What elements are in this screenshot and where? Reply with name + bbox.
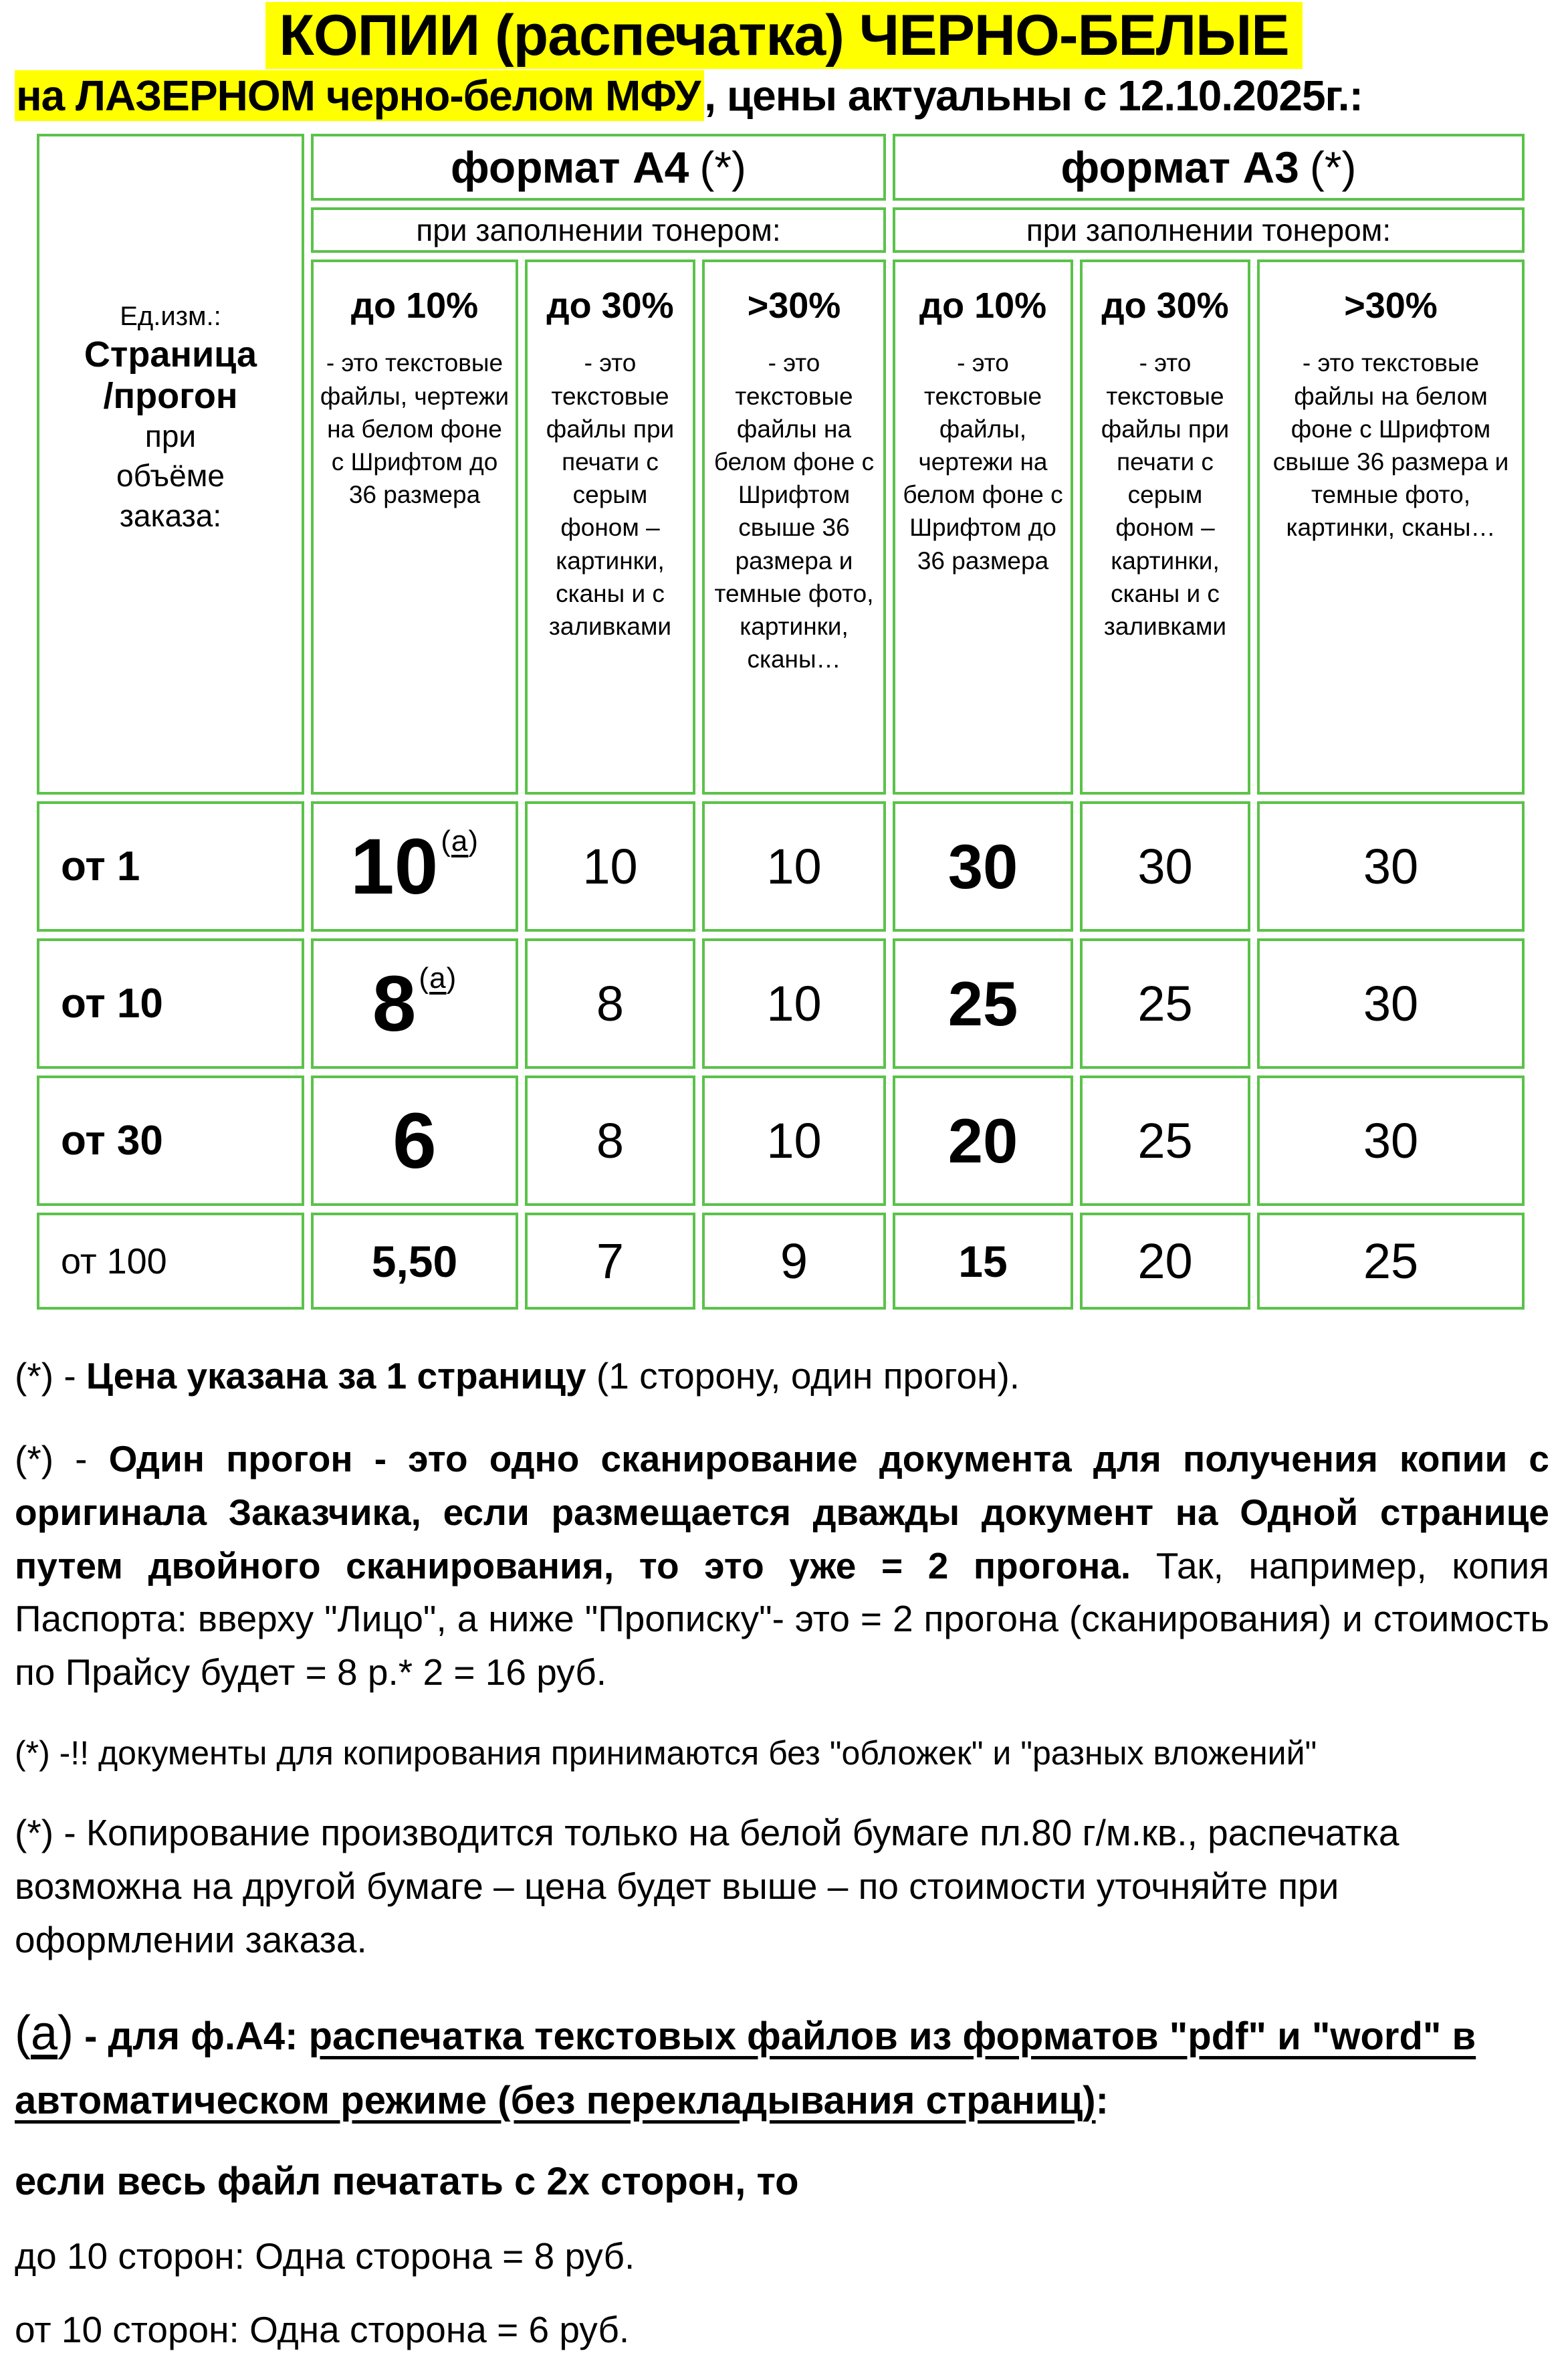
- unit-line: Ед.изм.:: [120, 301, 221, 331]
- row-label-from-1: от 1: [37, 801, 304, 932]
- col-heading: до 10%: [919, 286, 1047, 326]
- col-description: - это текстовые файлы на белом фоне с Шрифтом свыше 36 размера и темные фото, картинки, сканы…: [713, 349, 875, 674]
- price-from100-a4-upto10: 5,50: [311, 1213, 518, 1310]
- price-from1-a4-upto30: 10: [525, 801, 695, 932]
- col-header-a3-over30: [1257, 260, 1525, 795]
- price-from100-a4-upto30: 7: [525, 1213, 695, 1310]
- price-from30-a3-upto30: 25: [1080, 1075, 1250, 1206]
- col-heading: до 30%: [546, 286, 674, 326]
- price-from10-a3-upto10: 25: [893, 938, 1073, 1069]
- row-label-from-30: от 30: [37, 1075, 304, 1206]
- col-heading: >30%: [1344, 286, 1438, 326]
- footnote-one-pass-definition: (*) - Один прогон - это одно сканирование документа для получения копии с оригинала Заказчика, если размещается дважды документ на Одной странице путем двойного сканирования, то это уже = 2 прогона. Так, например, копия Паспорта: вверху "Лицо", а ниже "Прописку"- это = 2 прогона (сканирования) и стоимость по Прайсу будет = 8 р.* 2 = 16 руб.: [15, 1438, 1549, 1694]
- col-description: - это текстовые файлы, чертежи на белом фоне с Шрифтом до 36 размера: [903, 349, 1063, 575]
- unit-line: /прогон: [103, 375, 238, 416]
- col-description: - это текстовые файлы при печати с серым фоном – картинки, сканы и с заливками: [546, 349, 675, 640]
- price-from1-a3-upto10: 30: [893, 801, 1073, 932]
- price-from30-a4-upto10: 6: [311, 1075, 518, 1206]
- footnote-duplex-condition: если весь файл печатать с 2х сторон, то: [15, 2160, 799, 2204]
- price-value: 10: [350, 822, 439, 911]
- price-from30-a4-upto30: 8: [525, 1075, 695, 1206]
- footnote-a-marker: (а): [419, 961, 457, 995]
- page-title-highlight: КОПИИ (распечатка) ЧЕРНО-БЕЛЫЕ: [265, 2, 1302, 69]
- unit-header-cell: [37, 134, 304, 795]
- price-from100-a3-over30: 25: [1257, 1213, 1525, 1310]
- price-from10-a3-upto30: 25: [1080, 938, 1250, 1069]
- unit-line: объёме: [116, 458, 225, 494]
- unit-line: заказа:: [119, 498, 222, 534]
- unit-line: Страница: [84, 334, 257, 375]
- page-title: [0, 5, 1568, 66]
- toner-note-a4: при заполнении тонером:: [311, 207, 886, 253]
- footnote-a-marker: (а): [15, 2006, 74, 2060]
- col-description: - это текстовые файлы на белом фоне с Шрифтом свыше 36 размера и темные фото, картинки, сканы…: [1272, 349, 1509, 542]
- subtitle-highlight: на ЛАЗЕРНОМ черно-белом МФУ: [15, 70, 704, 121]
- col-header-a4-upto30: [525, 260, 695, 795]
- price-from100-a4-over30: 9: [702, 1213, 886, 1310]
- col-heading: до 30%: [1101, 286, 1229, 326]
- price-table: [37, 134, 1525, 1310]
- price-from30-a3-upto10: 20: [893, 1075, 1073, 1206]
- col-header-a3-upto10: [893, 260, 1073, 795]
- price-from10-a4-over30: 10: [702, 938, 886, 1069]
- toner-note-a3: при заполнении тонером:: [893, 207, 1525, 253]
- footnote-price-per-page: (*) - Цена указана за 1 страницу (1 сторону, один прогон).: [15, 1355, 1020, 1397]
- col-heading: >30%: [747, 286, 841, 326]
- format-a4-header: [311, 134, 886, 201]
- unit-line: при: [144, 418, 197, 453]
- price-value: 8: [372, 959, 417, 1048]
- price-from30-a3-over30: 30: [1257, 1075, 1525, 1206]
- format-a3-label: формат А3: [1060, 142, 1299, 193]
- footnote-duplex-price-upto10: до 10 сторон: Одна сторона = 8 руб.: [15, 2235, 635, 2277]
- price-from10-a3-over30: 30: [1257, 938, 1525, 1069]
- col-header-a4-upto10: [311, 260, 518, 795]
- subtitle-rest: , цены актуальны с 12.10.2025г.:: [704, 72, 1363, 120]
- col-heading: до 10%: [350, 286, 479, 326]
- price-from100-a3-upto30: 20: [1080, 1213, 1250, 1310]
- col-header-a3-upto30: [1080, 260, 1250, 795]
- price-from100-a3-upto10: 15: [893, 1213, 1073, 1310]
- format-a4-star: (*): [699, 142, 746, 193]
- footnote-duplex-price-from10: от 10 сторон: Одна сторона = 6 руб.: [15, 2308, 630, 2350]
- footnote-white-paper-only: (*) - Копирование производится только на белой бумаге пл.80 г/м.кв., распечатка возможна на другой бумаге – цена будет выше – по стоимости уточняйте при оформлении заказа.: [15, 1812, 1399, 1960]
- col-description: - это текстовые файлы, чертежи на белом фоне с Шрифтом до 36 размера: [320, 349, 510, 509]
- price-from10-a4-upto30: 8: [525, 938, 695, 1069]
- price-from1-a3-over30: 30: [1257, 801, 1525, 932]
- footnote-a4-auto-duplex: (а) - для ф.А4: распечатка текстовых файлов из форматов "pdf" и "word" в автоматическом режиме (без перекладывания страниц):: [15, 2006, 1476, 2123]
- footnotes: [15, 1350, 1549, 2356]
- price-from1-a3-upto30: 30: [1080, 801, 1250, 932]
- price-from1-a4-upto10: [311, 801, 518, 932]
- footnote-a-marker: (а): [441, 824, 479, 857]
- price-from30-a4-over30: 10: [702, 1075, 886, 1206]
- col-description: - это текстовые файлы при печати с серым фоном – картинки, сканы и с заливками: [1101, 349, 1230, 640]
- format-a3-star: (*): [1309, 142, 1357, 193]
- footnote-no-covers: (*) -!! документы для копирования принимаются без "обложек" и "разных вложений": [15, 1734, 1317, 1772]
- format-a3-header: [893, 134, 1525, 201]
- price-from1-a4-over30: 10: [702, 801, 886, 932]
- row-label-from-100: от 100: [37, 1213, 304, 1310]
- row-label-from-10: от 10: [37, 938, 304, 1069]
- format-a4-label: формат А4: [451, 142, 689, 193]
- col-header-a4-over30: [702, 260, 886, 795]
- page-subtitle: [15, 71, 1568, 120]
- price-from10-a4-upto10: [311, 938, 518, 1069]
